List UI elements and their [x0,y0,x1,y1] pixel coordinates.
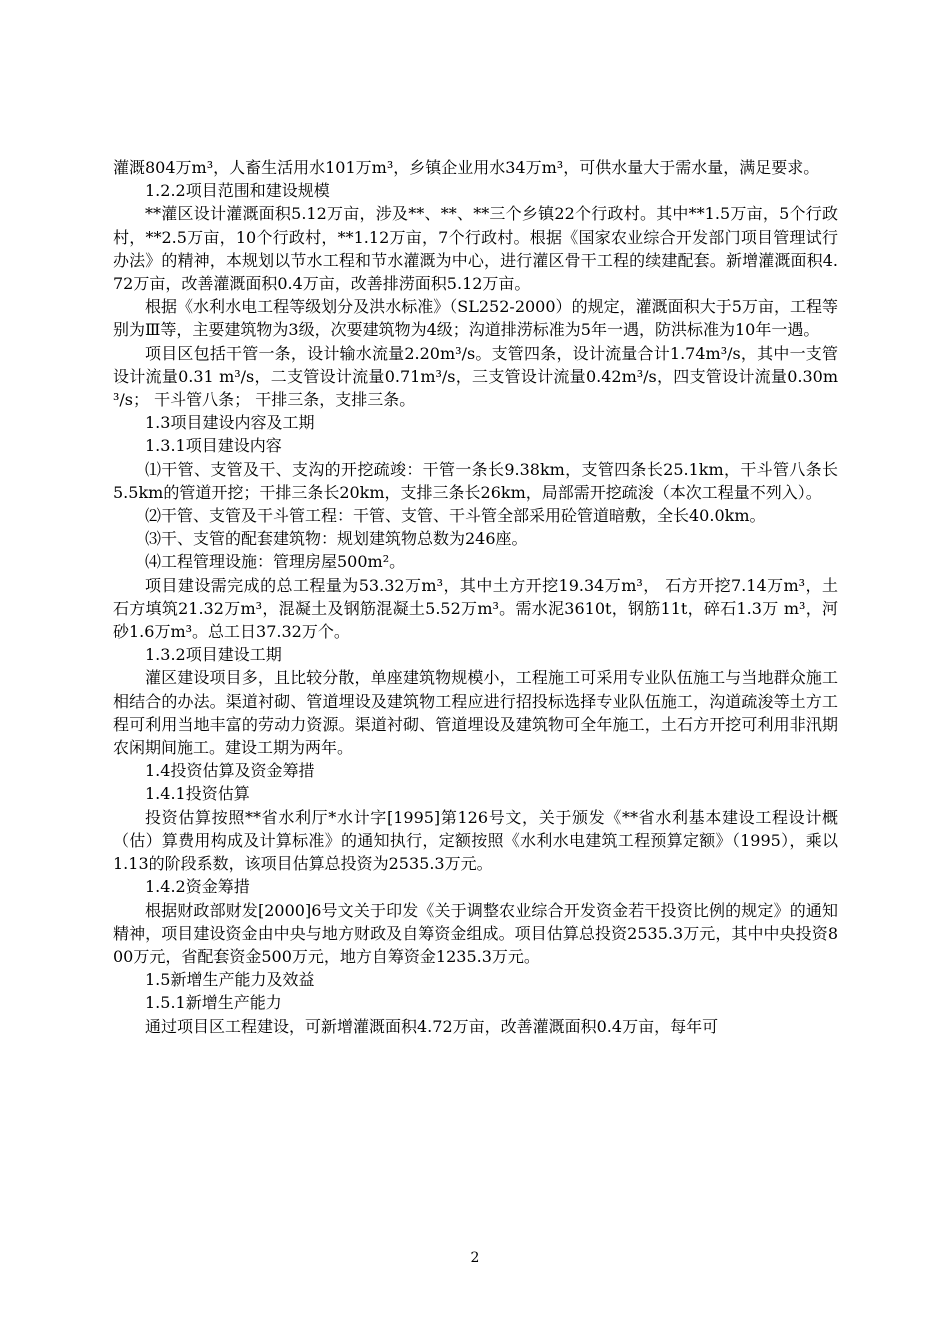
item-1-paragraph: ⑴干管、支管及干、支沟的开挖疏竣：干管一条长9.38km，支管四条长25.1km，干斗管八条长5.5km的管道开挖；干排三条长20km，支排三条长26km，局部需开挖疏浚（本次工程量不列入）。 [113,459,838,502]
heading-1-3: 1.3项目建设内容及工期 [145,413,315,433]
heading-1-4: 1.4投资估算及资金筹措 [145,761,315,781]
heading-1-2-2: 1.2.2项目范围和建设规模 [145,181,330,201]
item-4-paragraph: ⑷工程管理设施：管理房屋500m²。 [145,552,406,572]
standard-paragraph: 根据《水利水电工程等级划分及洪水标准》（SL252-2000）的规定，灌溉面积大于5万亩，工程等别为Ⅲ等，主要建筑物为3级，次要建筑物为4级；沟道排涝标准为5年一遇，防洪标准为10年一遇。 [113,297,838,340]
quantity-paragraph: 项目建设需完成的总工程量为53.32万m³，其中土方开挖19.34万m³， 石方开挖7.14万m³，土石方填筑21.32万m³，混凝土及钢筋混凝土5.52万m³。需水泥3610t，钢筋11t，碎石1.3万 m³，河砂1.6万m³。总工日37.32万个。 [113,575,838,642]
item-2-paragraph: ⑵干管、支管及干斗管工程：干管、支管、干斗管全部采用砼管道暗敷，全长40.0km。 [145,506,766,526]
heading-1-5-1: 1.5.1新增生产能力 [145,993,282,1013]
heading-1-3-2: 1.3.2项目建设工期 [145,645,282,665]
funding-paragraph: 根据财政部财发[2000]6号文关于印发《关于调整农业综合开发资金若干投资比例的规定》的通知精神，项目建设资金由中央与地方财政及自筹资金组成。项目估算总投资2535.3万元，其中中央投资800万元，省配套资金500万元，地方自筹资金1235.3万元。 [113,900,838,966]
heading-1-4-1: 1.4.1投资估算 [145,784,250,804]
schedule-paragraph: 灌区建设项目多，且比较分散，单座建筑物规模小，工程施工可采用专业队伍施工与当地群众施工相结合的办法。渠道衬砌、管道埋设及建筑物工程应进行招投标选择专业队伍施工，沟道疏浚等土方工程可利用当地丰富的劳动力资源。渠道衬砌、管道埋设及建筑物可全年施工，土石方开挖可利用非汛期农闲期间施工。建设工期为两年。 [113,668,838,758]
heading-1-4-2: 1.4.2资金筹措 [145,877,250,897]
estimate-paragraph: 投资估算按照**省水利厅*水计字[1995]第126号文，关于颁发《**省水利基本建设工程设计概（估）算费用构成及计算标准》的通知执行，定额按照《水利水电建筑工程预算定额》（1995），乘以1.13的阶段系数，该项目估算总投资为2535.3万元。 [113,807,838,874]
capacity-paragraph: 通过项目区工程建设，可新增灌溉面积4.72万亩，改善灌溉面积0.4万亩，每年可 [145,1016,719,1036]
scope-paragraph: **灌区设计灌溉面积5.12万亩，涉及**、**、**三个乡镇22个行政村。其中**1.5万亩，5个行政村，**2.5万亩，10个行政村，**1.12万亩，7个行政村。根据《国家农业综合开发部门项目管理试行办法》的精神，本规划以节水工程和节水灌溉为中心，进行灌区骨干工程的续建配套。新增灌溉面积4.72万亩，改善灌溉面积0.4万亩，改善排涝面积5.12万亩。 [113,204,838,294]
canal-paragraph: 项目区包括干管一条，设计输水流量2.20m³/s。支管四条，设计流量合计1.74m³/s，其中一支管设计流量0.31 m³/s，二支管设计流量0.71m³/s，三支管设计流量0.42m³/s，四支管设计流量0.30m³/s； 干斗管八条； 干排三条，支排三条。 [113,343,838,410]
heading-1-5: 1.5新增生产能力及效益 [145,970,315,990]
document-body [113,156,838,1038]
item-3-paragraph: ⑶干、支管的配套建筑物：规划建筑物总数为246座。 [145,529,528,549]
heading-1-3-1: 1.3.1项目建设内容 [145,436,282,456]
continuation-paragraph: 灌溉804万m³，人畜生活用水101万m³，乡镇企业用水34万m³，可供水量大于需水量，满足要求。 [113,158,820,177]
page-number: 2 [470,1250,480,1266]
